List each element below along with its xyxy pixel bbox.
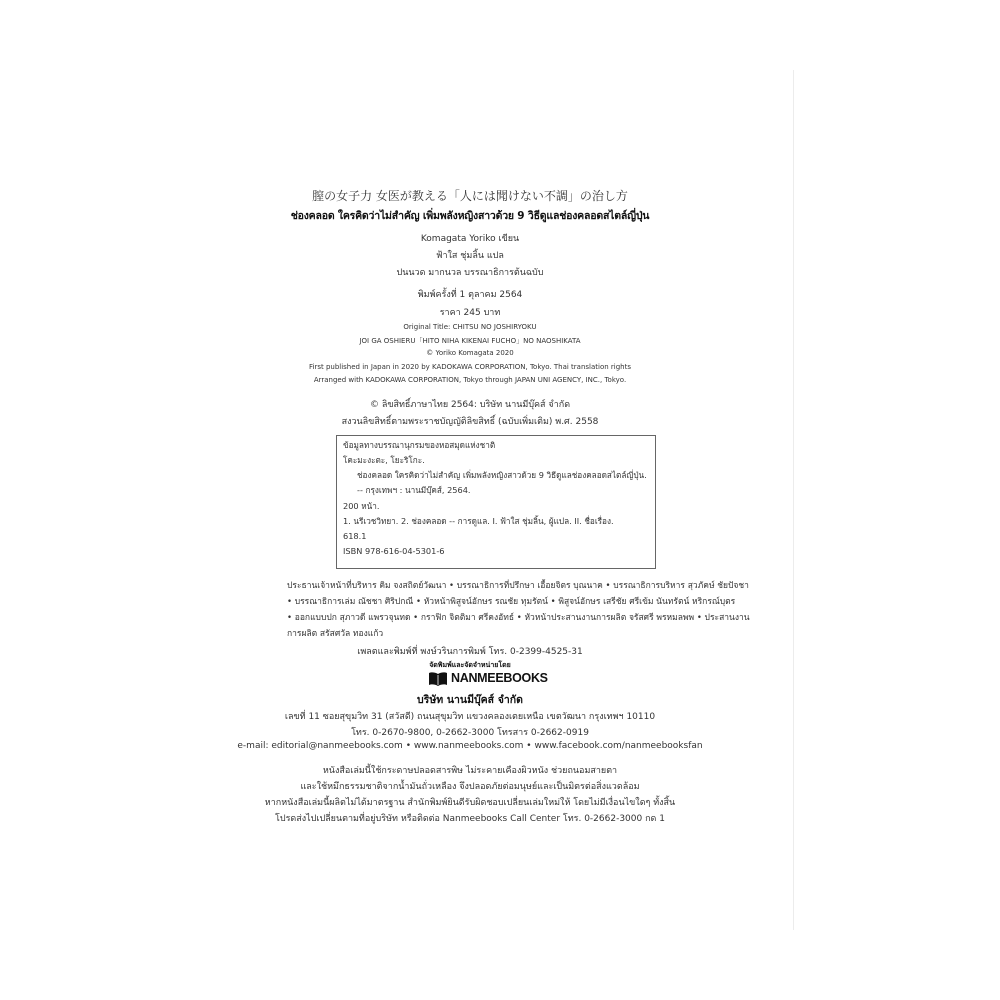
editor-credit: ปนนวด มากนวล บรรณาธิการต้นฉบับ xyxy=(396,268,544,278)
cip-subjects: 1. นรีเวชวิทยา. 2. ช่องคลอด -- การดูแล. I. ฟ้าใส ชุ่มลิ้น, ผู้แปล. II. ชื่อเรื่อง. xyxy=(343,516,614,526)
cip-class-number: 618.1 xyxy=(343,531,367,541)
copyright-law: สงวนลิขสิทธิ์ตามพระราชบัญญัติลิขสิทธิ์ (ฉบับเพิ่มเติม) พ.ศ. 2558 xyxy=(341,417,599,427)
contact-line: e-mail: editorial@nanmeebooks.com • www.nanmeebooks.com • www.facebook.com/nanmeebooksfan xyxy=(237,741,703,751)
exchange-note: โปรดส่งไปเปลี่ยนตามที่อยู่บริษัท หรือติดต่อ Nanmeebooks Call Center โทร. 0-2662-3000 กด 1 xyxy=(275,814,665,824)
staff-line-3: • ออกแบบปก สุภาวดี แพรวจุนทด • กราฟิก จิตติมา ศรีคงอัทธ์ • หัวหน้าประสานงานการผลิต จรัสศรี พรหมลพพ • ประสานงาน xyxy=(287,613,750,623)
original-subtitle: JOI GA OSHIERU「HITO NIHA KIKENAI FUCHO」NO NAOSHIKATA xyxy=(359,337,581,345)
edition-info: พิมพ์ครั้งที่ 1 ตุลาคม 2564 xyxy=(417,290,523,300)
thai-copyright: © ลิขสิทธิ์ภาษาไทย 2564: บริษัท นานมีบุ๊คส์ จำกัด xyxy=(369,400,571,410)
original-copyright: © Yoriko Komagata 2020 xyxy=(426,349,514,357)
staff-line-2: • บรรณาธิการเล่ม ณัชชา ศิริปกณี • หัวหน้าพิสูจน์อักษร รณชัย ทุมรัตน์ • พิสูจน์อักษร เสรีชัย ศรีเข้ม นันทรัตน์ หริกรณ์บุตร xyxy=(287,597,736,607)
book-icon xyxy=(428,671,448,685)
distributor-label: จัดพิมพ์และจัดจำหน่ายโดย xyxy=(429,661,511,669)
cip-pages: 200 หน้า. xyxy=(343,501,380,511)
author-credit: Komagata Yoriko เขียน xyxy=(420,234,520,244)
cip-heading: ข้อมูลทางบรรณานุกรมของหอสมุดแห่งชาติ xyxy=(343,440,496,450)
publication-note: First published in Japan in 2020 by KADOKAWA CORPORATION, Tokyo. Thai translation rights xyxy=(308,363,632,371)
brand-name: NANMEEBOOKS xyxy=(451,671,548,685)
cip-isbn: ISBN 978-616-04-5301-6 xyxy=(343,546,445,556)
staff-line-4: การผลิต สรัสศวัล ทองแก้ว xyxy=(287,629,384,639)
company-name: บริษัท นานมีบุ๊คส์ จำกัด xyxy=(417,694,523,706)
original-title: Original Title: CHITSU NO JOSHIRYOKU xyxy=(403,323,537,331)
cip-author: โคะมะงะตะ, โยะริโกะ. xyxy=(343,455,425,465)
cip-title: ช่องคลอด ใครคิดว่าไม่สำคัญ เพิ่มพลังหญิงสาวด้วย 9 วิธีดูแลช่องคลอดสไตล์ญี่ปุ่น. xyxy=(357,470,647,480)
cataloging-box xyxy=(336,435,656,569)
ink-note: และใช้หมึกธรรมชาติจากน้ำมันถั่วเหลือง จึงปลอดภัยต่อมนุษย์และเป็นมิตรต่อสิ่งแวดล้อม xyxy=(300,782,640,792)
thai-title: ช่องคลอด ใครคิดว่าไม่สำคัญ เพิ่มพลังหญิงสาวด้วย 9 วิธีดูแลช่องคลอดสไตล์ญี่ปุ่น xyxy=(290,210,650,222)
address-line: เลขที่ 11 ซอยสุขุมวิท 31 (สวัสดี) ถนนสุขุมวิท แขวงคลองเตยเหนือ เขตวัฒนา กรุงเทพฯ 10110 xyxy=(284,712,656,722)
cip-imprint: -- กรุงเทพฯ : นานมีบุ๊คส์, 2564. xyxy=(357,485,471,495)
price: ราคา 245 บาท xyxy=(439,308,501,318)
staff-line-1: ประธานเจ้าหน้าที่บริหาร คิม จงสถิตย์วัฒนา • บรรณาธิการที่ปรึกษา เอื้อยจิตร บุณนาค • บรรณาธิการบริหาร สุวภัคษ์ ชัยปัจชา xyxy=(287,581,749,591)
rights-arrangement: Arranged with KADOKAWA CORPORATION, Tokyo through JAPAN UNI AGENCY, INC., Tokyo. xyxy=(313,376,627,384)
printer-info: เพลตและพิมพ์ที่ พงษ์วรินการพิมพ์ โทร. 0-2399-4525-31 xyxy=(357,647,583,657)
paper-note: หนังสือเล่มนี้ใช้กระดาษปลอดสารพิษ ไม่ระคายเคืองผิวหนัง ช่วยถนอมสายตา xyxy=(322,766,618,776)
nanmeebooks-logo xyxy=(428,670,548,686)
guarantee-note: หากหนังสือเล่มนี้ผลิตไม่ได้มาตรฐาน สำนักพิมพ์ยินดีรับผิดชอบเปลี่ยนเล่มใหม่ให้ โดยไม่มีเงื่อนไขใดๆ ทั้งสิ้น xyxy=(264,798,676,808)
translator-credit: ฟ้าใส ชุ่มลิ้น แปล xyxy=(436,251,504,261)
phone-line: โทร. 0-2670-9800, 0-2662-3000 โทรสาร 0-2662-0919 xyxy=(351,728,589,738)
japanese-title: 膣の女子力 女医が教える「人には聞けない不調」の治し方 xyxy=(312,189,628,203)
